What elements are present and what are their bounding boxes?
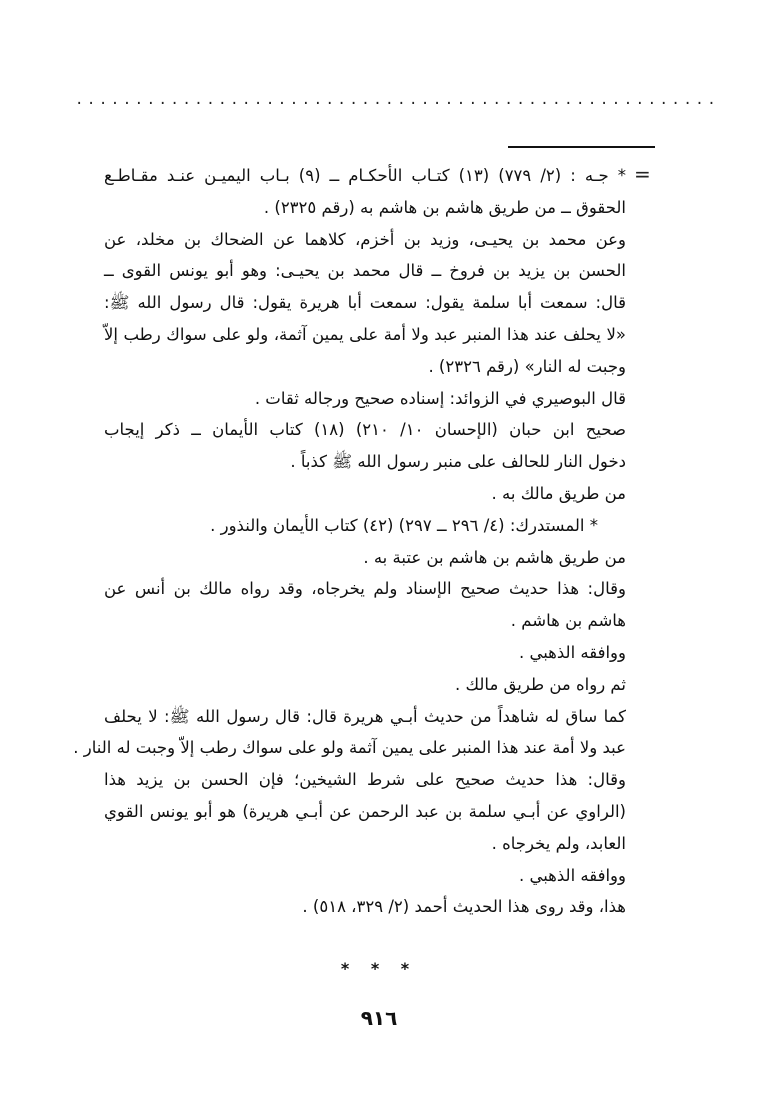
- margin-continuation-mark: =: [634, 162, 651, 186]
- footnote-rule: [508, 146, 655, 148]
- text-line: كما ساق له شاهداً من حديث أبـي هريرة قال: قال رسول الله ﷺ: لا يحلف: [104, 706, 626, 726]
- text-line: الحقوق ــ من طريق هاشم بن هاشم به (رقم ٢٣٢٥) .: [263, 197, 626, 217]
- text-line: عبد ولا أمة عند هذا المنبر على يمين آثمة ولو على سواك رطب إلاّ وجبت له النار .: [73, 738, 626, 758]
- text-line: قال: سمعت أبا سلمة يقول: سمعت أبا هريرة يقول: قال رسول الله ﷺ:: [104, 293, 626, 313]
- section-separator-stars: * * *: [340, 959, 418, 978]
- text-line: وجبت له النار» (رقم ٢٣٢٦) .: [428, 356, 626, 376]
- page-number: ٩١٦: [360, 1006, 398, 1030]
- text-line: قال البوصيري في الزوائد: إسناده صحيح ورجاله ثقات .: [254, 388, 626, 408]
- text-line: وعن محمد بن يحيـى، وزيد بن أخزم، كلاهما عن الضحاك بن مخلد، عن: [104, 229, 626, 249]
- text-line: * المستدرك: (٤/ ٢٩٦ ــ ٢٩٧) (٤٢) كتاب الأيمان والنذور .: [210, 515, 598, 535]
- text-line: (الراوي عن أبـي سلمة بن عبد الرحمن عن أبـي هريرة) هو أبو يونس القوي: [104, 801, 626, 821]
- text-line: صحيح ابن حبان (الإحسان ١٠/ ٢١٠) (١٨) كتاب الأيمان ــ ذكر إيجاب: [104, 420, 626, 440]
- text-line: ووافقه الذهبي .: [518, 642, 626, 662]
- dotted-separator: ......................................................: [75, 92, 720, 108]
- text-line: ووافقه الذهبي .: [518, 865, 626, 885]
- text-line: الحسن بن يزيد بن فروخ ــ قال محمد بن يحيـى: وهو أبو يونس القوى ــ: [104, 261, 626, 281]
- text-line: هذا، وقد روى هذا الحديث أحمد (٢/ ٣٢٩، ٥١٨) .: [302, 897, 626, 917]
- footnote-text-block: [73, 160, 627, 923]
- text-line: * جـه : (٢/ ٧٧٩) (١٣) كتـاب الأحكـام ــ (٩) بـاب اليميـن عنـد مقـاطـع: [104, 166, 627, 185]
- text-line: وقال: هذا حديث صحيح على شرط الشيخين؛ فإن الحسن بن يزيد هذا: [104, 770, 626, 790]
- text-line: ثم رواه من طريق مالك .: [455, 674, 626, 694]
- text-line: وقال: هذا حديث صحيح الإسناد ولم يخرجاه، وقد رواه مالك بن أنس عن: [104, 579, 626, 599]
- text-line: من طريق هاشم بن هاشم بن عتبة به .: [363, 547, 626, 567]
- text-line: دخول النار للحالف على منبر رسول الله ﷺ كذباً .: [290, 452, 626, 472]
- text-line: العابد، ولم يخرجاه .: [491, 833, 626, 853]
- text-line: هاشم بن هاشم .: [510, 611, 626, 631]
- text-line: من طريق مالك به .: [491, 483, 626, 503]
- text-line: «لا يحلف عند هذا المنبر عبد ولا أمة على يمين آثمة، ولو على سواك رطب إلاّ: [104, 324, 626, 344]
